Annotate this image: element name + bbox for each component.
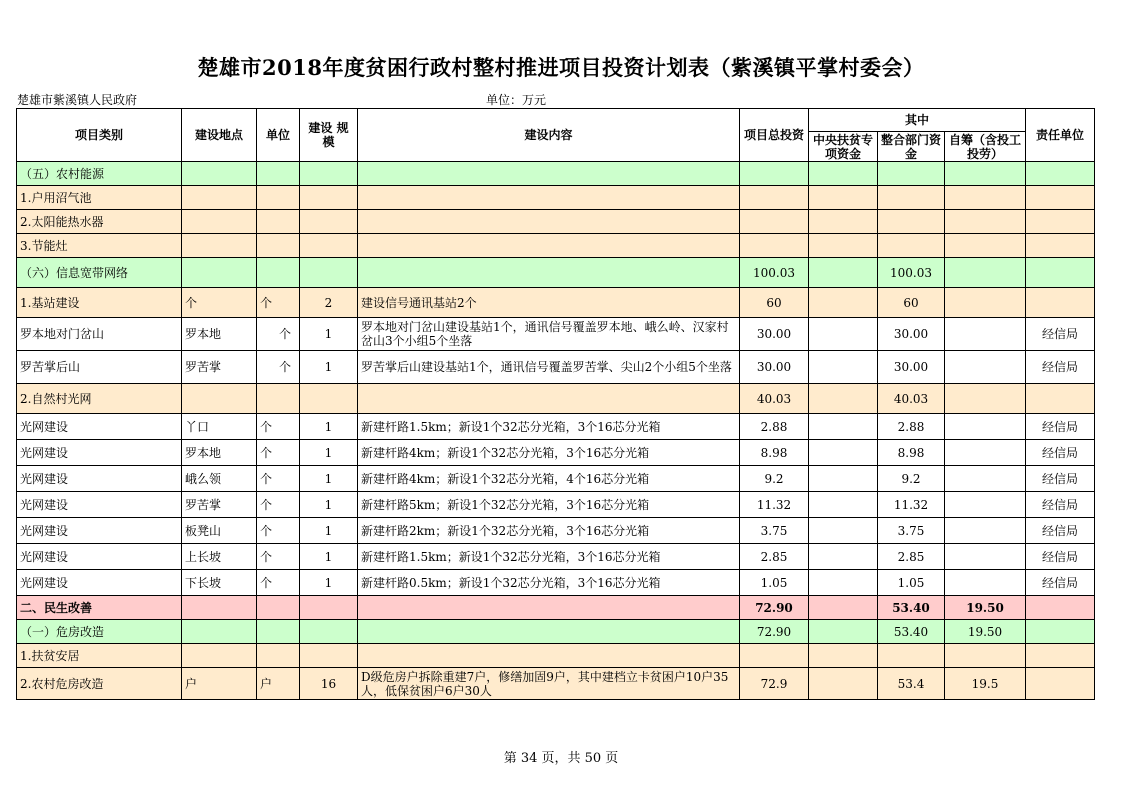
cell-total: 9.2: [740, 466, 809, 492]
cell-total: [740, 162, 809, 186]
cell-unit: 个: [257, 440, 300, 466]
cell-location: [182, 210, 257, 234]
cell-location: [182, 186, 257, 210]
cell-integrated: 100.03: [878, 258, 945, 288]
cell-self: [945, 351, 1026, 384]
cell-type: 2.太阳能热水器: [17, 210, 182, 234]
table-row: [17, 644, 1095, 668]
cell-scale: 1: [300, 544, 358, 570]
cell-scale: 1: [300, 492, 358, 518]
cell-type: 光网建设: [17, 492, 182, 518]
table-row: [17, 466, 1095, 492]
cell-central: [809, 288, 878, 318]
cell-unit: [257, 596, 300, 620]
cell-content: 新建杆路1.5km；新设1个32芯分光箱，3个16芯分光箱: [358, 544, 740, 570]
cell-self: [945, 318, 1026, 351]
cell-resp: [1026, 384, 1095, 414]
cell-unit: 个: [257, 288, 300, 318]
cell-unit: [257, 162, 300, 186]
cell-central: [809, 466, 878, 492]
page-title: 楚雄市2018年度贫困行政村整村推进项目投资计划表（紫溪镇平掌村委会）: [197, 55, 925, 80]
cell-content: [358, 162, 740, 186]
table-row: [17, 351, 1095, 384]
cell-total: 72.9: [740, 668, 809, 700]
cell-resp: 经信局: [1026, 492, 1095, 518]
table-row: [17, 258, 1095, 288]
cell-resp: [1026, 210, 1095, 234]
cell-scale: [300, 620, 358, 644]
cell-total: 11.32: [740, 492, 809, 518]
cell-central: [809, 596, 878, 620]
cell-self: 19.50: [945, 620, 1026, 644]
cell-content: [358, 384, 740, 414]
table-row: [17, 162, 1095, 186]
table-row: [17, 288, 1095, 318]
cell-resp: 经信局: [1026, 518, 1095, 544]
cell-location: 罗苦掌: [182, 492, 257, 518]
cell-type: 光网建设: [17, 518, 182, 544]
table-row: [17, 492, 1095, 518]
table-row: [17, 318, 1095, 351]
cell-resp: 经信局: [1026, 318, 1095, 351]
cell-integrated: [878, 644, 945, 668]
cell-integrated: 30.00: [878, 351, 945, 384]
cell-scale: [300, 384, 358, 414]
cell-content: 新建杆路1.5km；新设1个32芯分光箱，3个16芯分光箱: [358, 414, 740, 440]
cell-integrated: 9.2: [878, 466, 945, 492]
cell-resp: [1026, 620, 1095, 644]
cell-self: [945, 570, 1026, 596]
cell-unit: 个: [257, 492, 300, 518]
cell-central: [809, 492, 878, 518]
cell-location: 罗本地: [182, 440, 257, 466]
cell-unit: 个: [257, 466, 300, 492]
cell-scale: [300, 234, 358, 258]
cell-location: 丫口: [182, 414, 257, 440]
cell-resp: 经信局: [1026, 351, 1095, 384]
cell-type: （六）信息宽带网络: [17, 258, 182, 288]
cell-location: [182, 234, 257, 258]
cell-total: 72.90: [740, 596, 809, 620]
cell-type: 罗苦掌后山: [17, 351, 182, 384]
header-content: 建设内容: [358, 109, 740, 162]
cell-type: 罗本地对门岔山: [17, 318, 182, 351]
cell-content: 新建杆路2km；新设1个32芯分光箱，3个16芯分光箱: [358, 518, 740, 544]
cell-total: 3.75: [740, 518, 809, 544]
header-type: 项目类别: [17, 109, 182, 162]
header-resp: 责任单位: [1026, 109, 1095, 162]
cell-content: 新建杆路4km；新设1个32芯分光箱，3个16芯分光箱: [358, 440, 740, 466]
cell-self: [945, 518, 1026, 544]
cell-total: 100.03: [740, 258, 809, 288]
cell-total: [740, 234, 809, 258]
cell-location: 峨么领: [182, 466, 257, 492]
cell-content: 建设信号通讯基站2个: [358, 288, 740, 318]
cell-self: [945, 186, 1026, 210]
cell-type: 3.节能灶: [17, 234, 182, 258]
cell-integrated: 53.4: [878, 668, 945, 700]
cell-resp: [1026, 258, 1095, 288]
cell-central: [809, 620, 878, 644]
cell-unit: [257, 384, 300, 414]
cell-resp: [1026, 644, 1095, 668]
cell-integrated: 40.03: [878, 384, 945, 414]
header-location: 建设地点: [182, 109, 257, 162]
cell-integrated: 53.40: [878, 596, 945, 620]
cell-scale: [300, 210, 358, 234]
cell-type: （一）危房改造: [17, 620, 182, 644]
cell-unit: [257, 234, 300, 258]
cell-scale: 1: [300, 414, 358, 440]
cell-self: 19.5: [945, 668, 1026, 700]
cell-integrated: [878, 162, 945, 186]
cell-total: 30.00: [740, 351, 809, 384]
cell-central: [809, 414, 878, 440]
cell-location: [182, 258, 257, 288]
cell-content: 新建杆路0.5km；新设1个32芯分光箱，3个16芯分光箱: [358, 570, 740, 596]
header-scale: 建设 规模: [300, 109, 358, 162]
cell-location: [182, 162, 257, 186]
cell-self: [945, 466, 1026, 492]
cell-integrated: 30.00: [878, 318, 945, 351]
cell-scale: 1: [300, 518, 358, 544]
cell-unit: 个: [257, 570, 300, 596]
header-integrated: 整合部门资金: [878, 132, 945, 162]
cell-total: 40.03: [740, 384, 809, 414]
cell-total: 8.98: [740, 440, 809, 466]
cell-location: [182, 596, 257, 620]
cell-type: 2.农村危房改造: [17, 668, 182, 700]
cell-unit: [257, 620, 300, 644]
cell-type: （五）农村能源: [17, 162, 182, 186]
cell-content: 罗苦掌后山建设基站1个，通讯信号覆盖罗苦掌、尖山2个小组5个坐落: [358, 351, 740, 384]
table-row: [17, 544, 1095, 570]
cell-self: [945, 440, 1026, 466]
cell-resp: [1026, 234, 1095, 258]
table-row: [17, 570, 1095, 596]
cell-central: [809, 186, 878, 210]
cell-unit: [257, 186, 300, 210]
table-row: [17, 234, 1095, 258]
cell-resp: 经信局: [1026, 414, 1095, 440]
cell-self: [945, 644, 1026, 668]
cell-total: 2.88: [740, 414, 809, 440]
cell-total: 1.05: [740, 570, 809, 596]
header-among: 其中: [809, 109, 1026, 132]
cell-content: [358, 234, 740, 258]
cell-unit: 户: [257, 668, 300, 700]
header-self: 自筹（含投工投劳）: [945, 132, 1026, 162]
cell-self: [945, 258, 1026, 288]
cell-location: [182, 644, 257, 668]
cell-unit: 个: [257, 544, 300, 570]
cell-type: 1.基站建设: [17, 288, 182, 318]
table-row: [17, 668, 1095, 700]
cell-scale: 1: [300, 318, 358, 351]
cell-central: [809, 351, 878, 384]
table-row: [17, 186, 1095, 210]
cell-location: 下长坡: [182, 570, 257, 596]
table-row: [17, 414, 1095, 440]
table-row: [17, 384, 1095, 414]
header-central: 中央扶贫专项资金: [809, 132, 878, 162]
cell-type: 光网建设: [17, 414, 182, 440]
cell-location: 户: [182, 668, 257, 700]
cell-content: 新建杆路4km；新设1个32芯分光箱，4个16芯分光箱: [358, 466, 740, 492]
cell-central: [809, 644, 878, 668]
cell-location: [182, 620, 257, 644]
cell-unit: 个: [257, 414, 300, 440]
cell-content: D级危房户拆除重建7户，修缮加固9户，其中建档立卡贫困户10户35人，低保贫困户6户30人: [358, 668, 740, 700]
cell-central: [809, 384, 878, 414]
cell-type: 2.自然村光网: [17, 384, 182, 414]
cell-content: [358, 644, 740, 668]
cell-scale: [300, 258, 358, 288]
cell-location: 罗本地: [182, 318, 257, 351]
header-unit: 单位: [257, 109, 300, 162]
cell-resp: 经信局: [1026, 440, 1095, 466]
cell-self: [945, 544, 1026, 570]
cell-resp: 经信局: [1026, 544, 1095, 570]
cell-type: 1.扶贫安居: [17, 644, 182, 668]
cell-scale: [300, 596, 358, 620]
cell-total: 2.85: [740, 544, 809, 570]
cell-central: [809, 518, 878, 544]
cell-type: 二、民生改善: [17, 596, 182, 620]
table-row: [17, 596, 1095, 620]
cell-resp: [1026, 186, 1095, 210]
cell-location: [182, 384, 257, 414]
cell-scale: [300, 186, 358, 210]
cell-central: [809, 668, 878, 700]
cell-scale: 1: [300, 351, 358, 384]
cell-self: [945, 288, 1026, 318]
cell-unit: 个: [257, 518, 300, 544]
cell-resp: 经信局: [1026, 466, 1095, 492]
cell-content: [358, 596, 740, 620]
cell-total: 72.90: [740, 620, 809, 644]
cell-scale: [300, 644, 358, 668]
investment-table: [16, 108, 1095, 700]
cell-total: 60: [740, 288, 809, 318]
table-row: [17, 620, 1095, 644]
cell-integrated: 1.05: [878, 570, 945, 596]
cell-self: [945, 414, 1026, 440]
cell-total: [740, 210, 809, 234]
cell-unit: 个: [257, 351, 300, 384]
cell-integrated: 3.75: [878, 518, 945, 544]
cell-self: [945, 384, 1026, 414]
org-name: 楚雄市紫溪镇人民政府: [17, 93, 138, 107]
cell-total: [740, 186, 809, 210]
cell-integrated: 53.40: [878, 620, 945, 644]
cell-location: 上长坡: [182, 544, 257, 570]
cell-content: 罗本地对门岔山建设基站1个，通讯信号覆盖罗本地、峨么岭、汉家村岔山3个小组5个坐落: [358, 318, 740, 351]
cell-central: [809, 210, 878, 234]
cell-integrated: [878, 186, 945, 210]
cell-resp: [1026, 668, 1095, 700]
table-row: [17, 210, 1095, 234]
header-total: 项目总投资: [740, 109, 809, 162]
cell-self: [945, 210, 1026, 234]
cell-central: [809, 162, 878, 186]
cell-integrated: 60: [878, 288, 945, 318]
cell-unit: [257, 258, 300, 288]
cell-resp: 经信局: [1026, 570, 1095, 596]
cell-central: [809, 570, 878, 596]
cell-resp: [1026, 162, 1095, 186]
cell-self: 19.50: [945, 596, 1026, 620]
cell-self: [945, 162, 1026, 186]
cell-type: 光网建设: [17, 466, 182, 492]
table-body: [17, 162, 1095, 700]
cell-content: [358, 258, 740, 288]
cell-integrated: 2.88: [878, 414, 945, 440]
cell-type: 光网建设: [17, 544, 182, 570]
cell-location: 罗苦掌: [182, 351, 257, 384]
cell-total: 30.00: [740, 318, 809, 351]
cell-resp: [1026, 596, 1095, 620]
cell-unit: [257, 644, 300, 668]
cell-location: 个: [182, 288, 257, 318]
page-footer: 第 34 页，共 50 页: [503, 751, 619, 766]
cell-content: [358, 210, 740, 234]
cell-type: 光网建设: [17, 440, 182, 466]
cell-self: [945, 492, 1026, 518]
unit-label: 单位：万元: [486, 93, 547, 107]
cell-type: 1.户用沼气池: [17, 186, 182, 210]
cell-resp: [1026, 288, 1095, 318]
cell-integrated: [878, 210, 945, 234]
cell-scale: 2: [300, 288, 358, 318]
cell-scale: 1: [300, 570, 358, 596]
cell-central: [809, 440, 878, 466]
cell-unit: [257, 210, 300, 234]
cell-content: [358, 620, 740, 644]
cell-central: [809, 234, 878, 258]
cell-integrated: 8.98: [878, 440, 945, 466]
cell-central: [809, 544, 878, 570]
table-row: [17, 518, 1095, 544]
table-row: [17, 440, 1095, 466]
cell-self: [945, 234, 1026, 258]
cell-unit: 个: [257, 318, 300, 351]
cell-scale: [300, 162, 358, 186]
cell-central: [809, 318, 878, 351]
cell-integrated: 11.32: [878, 492, 945, 518]
cell-scale: 1: [300, 466, 358, 492]
cell-integrated: 2.85: [878, 544, 945, 570]
cell-content: [358, 186, 740, 210]
cell-integrated: [878, 234, 945, 258]
cell-scale: 16: [300, 668, 358, 700]
cell-content: 新建杆路5km；新设1个32芯分光箱，3个16芯分光箱: [358, 492, 740, 518]
cell-scale: 1: [300, 440, 358, 466]
cell-total: [740, 644, 809, 668]
cell-location: 板凳山: [182, 518, 257, 544]
cell-central: [809, 258, 878, 288]
cell-type: 光网建设: [17, 570, 182, 596]
